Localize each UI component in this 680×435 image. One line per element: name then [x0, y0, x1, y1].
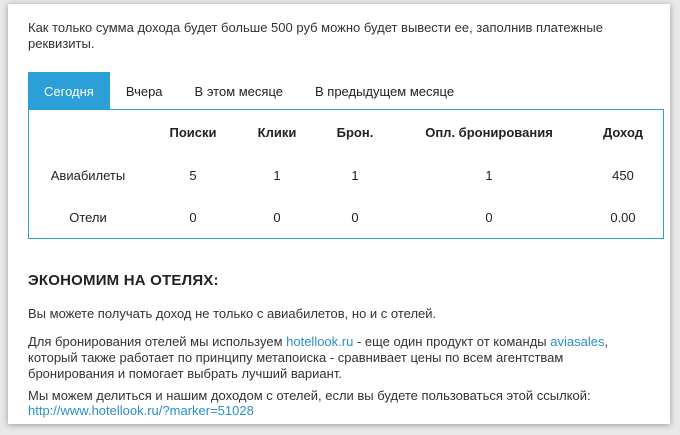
p2-text-middle: - еще один продукт от команды: [353, 334, 551, 349]
cell-paid-bookings: 0: [485, 209, 493, 225]
hotels-paragraph-3: [28, 388, 648, 418]
tab-this-month[interactable]: В этом месяце: [194, 83, 283, 99]
row-label: Отели: [69, 209, 107, 225]
header-clicks: Клики: [257, 124, 297, 140]
table-row: [29, 196, 663, 238]
header-searches: Поиски: [169, 124, 217, 140]
header-paid-bookings: Опл. бронирования: [425, 124, 553, 140]
hotellook-link[interactable]: hotellook.ru: [286, 334, 354, 349]
cell-bookings: 0: [351, 209, 359, 225]
cell-paid-bookings: 1: [485, 167, 493, 183]
header-empty: [29, 110, 147, 154]
period-tabs: [28, 72, 470, 110]
cell-income: 0.00: [610, 209, 636, 225]
referral-link[interactable]: http://www.hotellook.ru/?marker=51028: [28, 403, 254, 418]
header-bookings: Брон.: [336, 124, 374, 140]
content-frame: [8, 4, 670, 424]
stats-table: [29, 110, 663, 238]
cell-income: 450: [612, 167, 634, 183]
cell-bookings: 1: [351, 167, 359, 183]
stats-table-box: [28, 109, 664, 239]
table-row: [29, 154, 663, 196]
hotels-section-title: ЭКОНОМИМ НА ОТЕЛЯХ:: [28, 272, 219, 289]
header-income: Доход: [603, 124, 643, 140]
tab-previous-month[interactable]: В предыдущем месяце: [315, 83, 455, 99]
aviasales-link[interactable]: aviasales: [550, 334, 605, 349]
tab-today[interactable]: Сегодня: [28, 72, 110, 110]
hotels-paragraph-2: [28, 334, 648, 382]
hotels-paragraph-1: Вы можете получать доход не только с авиабилетов, но и с отелей.: [28, 306, 437, 321]
table-header-row: [29, 110, 663, 154]
cell-searches: 5: [189, 167, 197, 183]
intro-text: Как только сумма дохода будет больше 500 руб можно будет вывести ее, заполнив платежные реквизиты.: [28, 20, 603, 51]
p2-text-after: , который также работает по принципу метапоиска - сравнивает цены по всем агентствам бронирования и помогает выбрать лучший вариант.: [28, 334, 609, 381]
p2-text-before: Для бронирования отелей мы используем: [28, 334, 287, 349]
row-label: Авиабилеты: [50, 167, 126, 183]
cell-clicks: 0: [273, 209, 281, 225]
cell-searches: 0: [189, 209, 197, 225]
p3-text: Мы можем делиться и нашим доходом с отелей, если вы будете пользоваться этой ссылкой:: [28, 388, 591, 403]
tab-yesterday[interactable]: Вчера: [125, 83, 163, 99]
cell-clicks: 1: [273, 167, 281, 183]
